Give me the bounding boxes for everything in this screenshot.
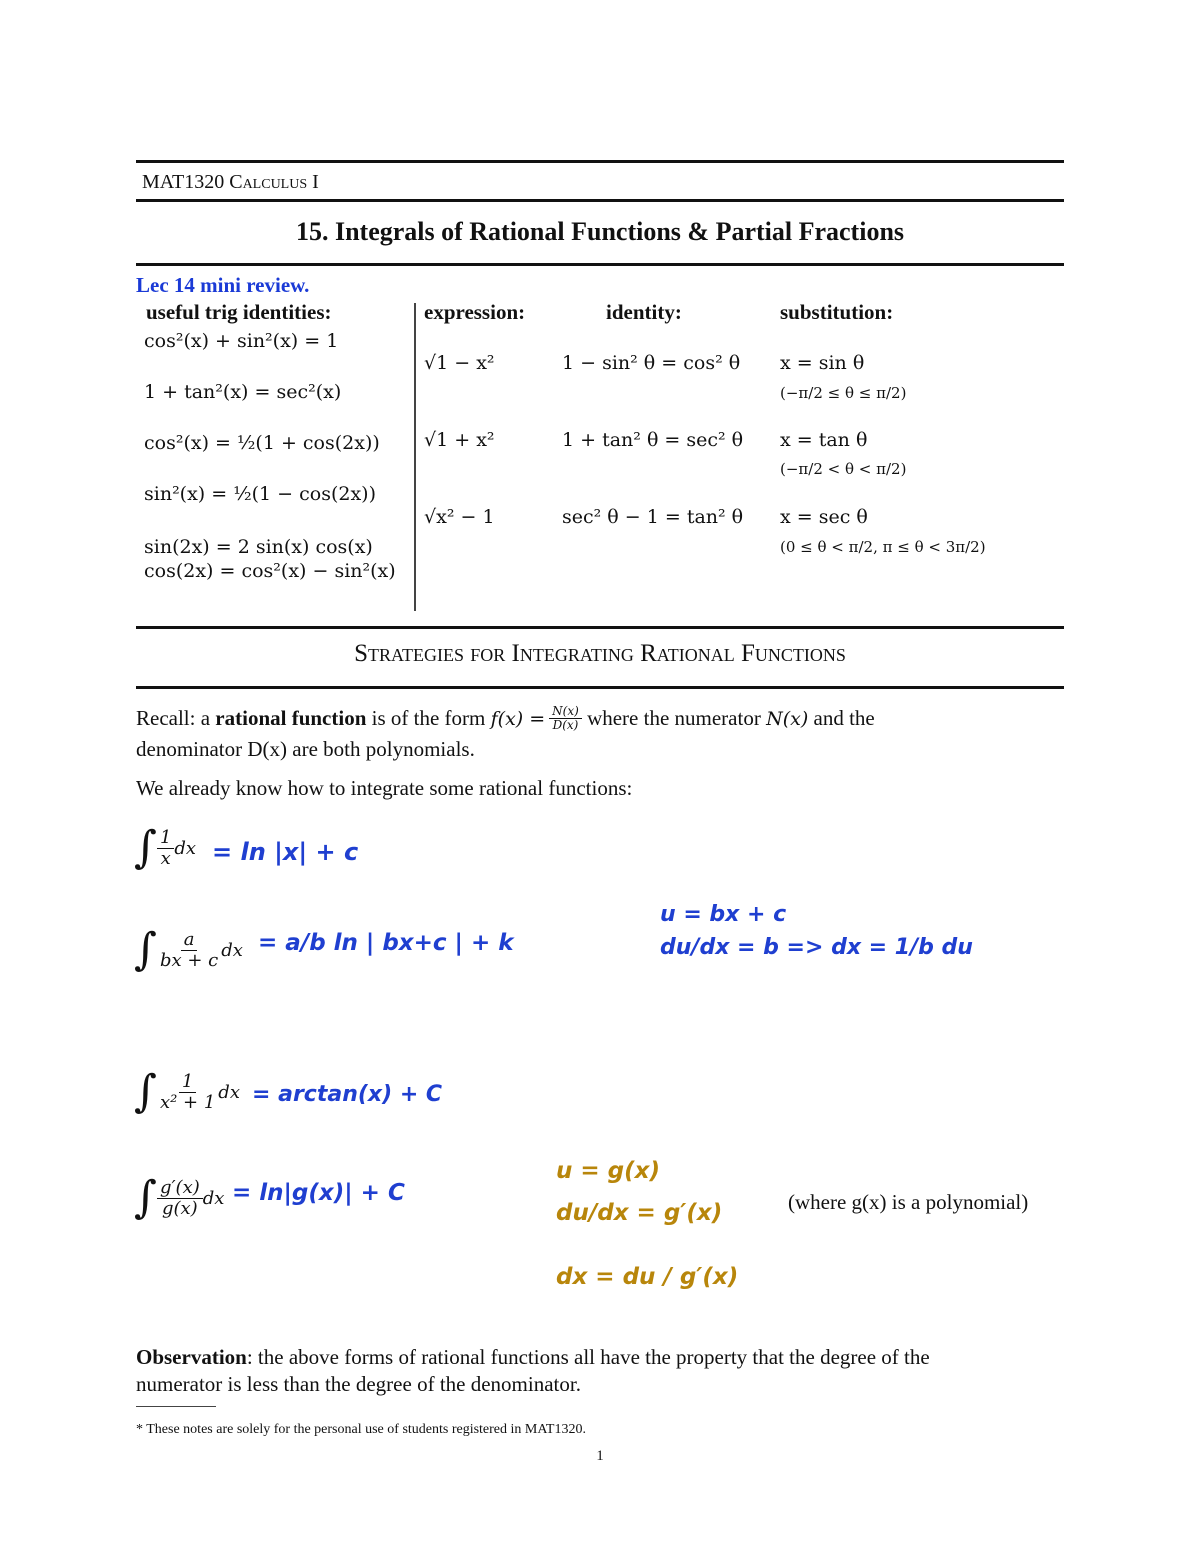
section-rule-top xyxy=(136,626,1064,629)
range-cell: (0 ≤ θ < π/2, π ≤ θ < 3π/2) xyxy=(780,538,986,556)
fx-label: f(x) = xyxy=(490,707,546,730)
page-title: 15. Integrals of Rational Functions & Partial Fractions xyxy=(295,217,905,246)
review-heading: Lec 14 mini review. xyxy=(136,273,310,297)
integral-sign: ∫ xyxy=(134,924,157,975)
col-expression: expression: xyxy=(424,300,526,324)
course-header xyxy=(142,171,319,194)
integrand-fraction xyxy=(157,1178,203,1219)
expression-cell: √1 − x² xyxy=(424,352,495,374)
recall-line-2: denominator D(x) are both polynomials. xyxy=(136,737,475,761)
course-label: MAT1320 Calculus I xyxy=(142,171,319,193)
identity-cell: 1 − sin² θ = cos² θ xyxy=(562,352,741,374)
handwritten-u: u = g(x) xyxy=(556,1158,660,1184)
observation-line-2: numerator is less than the degree of the denominator. xyxy=(136,1372,581,1396)
numerator: g′(x) xyxy=(157,1178,203,1199)
integrand-fraction xyxy=(157,1072,218,1113)
numerator: a xyxy=(181,930,198,951)
denominator: x² + 1 xyxy=(159,1091,216,1113)
substitution-cell: x = sec θ xyxy=(780,506,868,528)
observation-line-1 xyxy=(136,1345,930,1370)
recall-text: and the xyxy=(808,706,875,731)
integral-sign: ∫ xyxy=(134,1172,157,1223)
trig-identity: cos(2x) = cos²(x) − sin²(x) xyxy=(144,560,396,582)
integral-sign: ∫ xyxy=(134,1066,157,1117)
numerator: 1 xyxy=(179,1072,196,1093)
nx-label: N(x) xyxy=(766,707,809,730)
section-rule-bottom xyxy=(136,686,1064,689)
observation-label: Observation xyxy=(136,1345,247,1369)
identity-cell: sec² θ − 1 = tan² θ xyxy=(562,506,744,528)
intro-text: We already know how to integrate some rational functions: xyxy=(136,776,633,800)
title-rule xyxy=(136,263,1064,266)
handwritten-u-sub: u = bx + c xyxy=(660,902,787,927)
integral-4 xyxy=(134,1172,225,1223)
trig-identity: cos²(x) + sin²(x) = 1 xyxy=(144,330,339,352)
denominator: D(x) xyxy=(552,718,579,733)
integral-2 xyxy=(134,924,243,975)
handwritten-answer: = ln|g(x)| + C xyxy=(232,1180,405,1206)
range-cell: (−π/2 < θ < π/2) xyxy=(780,460,907,478)
handwritten-derivative: du/dx = b => dx = 1/b du xyxy=(660,935,973,960)
trig-identity: sin²(x) = ½(1 − cos(2x)) xyxy=(144,483,377,505)
trig-identity: 1 + tan²(x) = sec²(x) xyxy=(144,381,342,403)
denominator: g(x) xyxy=(161,1197,198,1219)
identity-cell: 1 + tan² θ = sec² θ xyxy=(562,429,744,451)
footnote-rule xyxy=(136,1406,216,1407)
integral-sign: ∫ xyxy=(134,822,157,873)
column-divider xyxy=(414,303,416,611)
recall-text: is of the form xyxy=(366,706,491,731)
rational-function-term: rational function xyxy=(215,706,367,731)
trig-heading: useful trig identities: xyxy=(146,300,332,324)
section-title: Strategies for Integrating Rational Functions xyxy=(354,640,846,667)
range-cell: (−π/2 ≤ θ ≤ π/2) xyxy=(780,384,907,402)
header-rule xyxy=(136,199,1064,202)
where-note: (where g(x) is a polynomial) xyxy=(788,1190,1029,1214)
col-substitution: substitution: xyxy=(780,300,894,324)
expression-cell: √x² − 1 xyxy=(424,506,495,528)
integrand-fraction xyxy=(157,930,221,971)
handwritten-dudx: du/dx = g′(x) xyxy=(556,1200,723,1226)
dx-label: dx xyxy=(221,939,243,961)
col-identity: identity: xyxy=(606,300,682,324)
observation-text: : the above forms of rational functions all have the property that the degree of the xyxy=(246,1345,930,1369)
integral-1 xyxy=(134,822,197,873)
integral-3 xyxy=(134,1066,240,1117)
recall-text: where the numerator xyxy=(581,706,767,731)
trig-identity: cos²(x) = ½(1 + cos(2x)) xyxy=(144,432,380,454)
nd-fraction xyxy=(549,705,582,732)
page-number: 1 xyxy=(596,1448,604,1464)
substitution-cell: x = sin θ xyxy=(780,352,865,374)
recall-line-1 xyxy=(136,705,875,732)
dx-label: dx xyxy=(218,1081,240,1103)
handwritten-answer: = arctan(x) + C xyxy=(252,1082,443,1107)
integrand-fraction xyxy=(157,828,174,869)
handwritten-answer: = ln |x| + c xyxy=(212,838,359,866)
trig-identity: sin(2x) = 2 sin(x) cos(x) xyxy=(144,536,373,558)
numerator: 1 xyxy=(157,828,174,849)
dx-label: dx xyxy=(202,1187,225,1209)
expression-cell: √1 + x² xyxy=(424,429,495,451)
denominator: bx + c xyxy=(159,949,219,971)
footnote: * These notes are solely for the personal use of students registered in MAT1320. xyxy=(136,1422,586,1437)
denominator: x xyxy=(160,847,171,869)
top-rule xyxy=(136,160,1064,163)
handwritten-dx: dx = du / g′(x) xyxy=(556,1264,739,1290)
numerator: N(x) xyxy=(549,705,582,719)
handwritten-answer: = a/b ln | bx+c | + k xyxy=(258,930,514,956)
recall-text: Recall: a xyxy=(136,706,216,731)
substitution-cell: x = tan θ xyxy=(780,429,868,451)
dx-label: dx xyxy=(174,837,197,859)
